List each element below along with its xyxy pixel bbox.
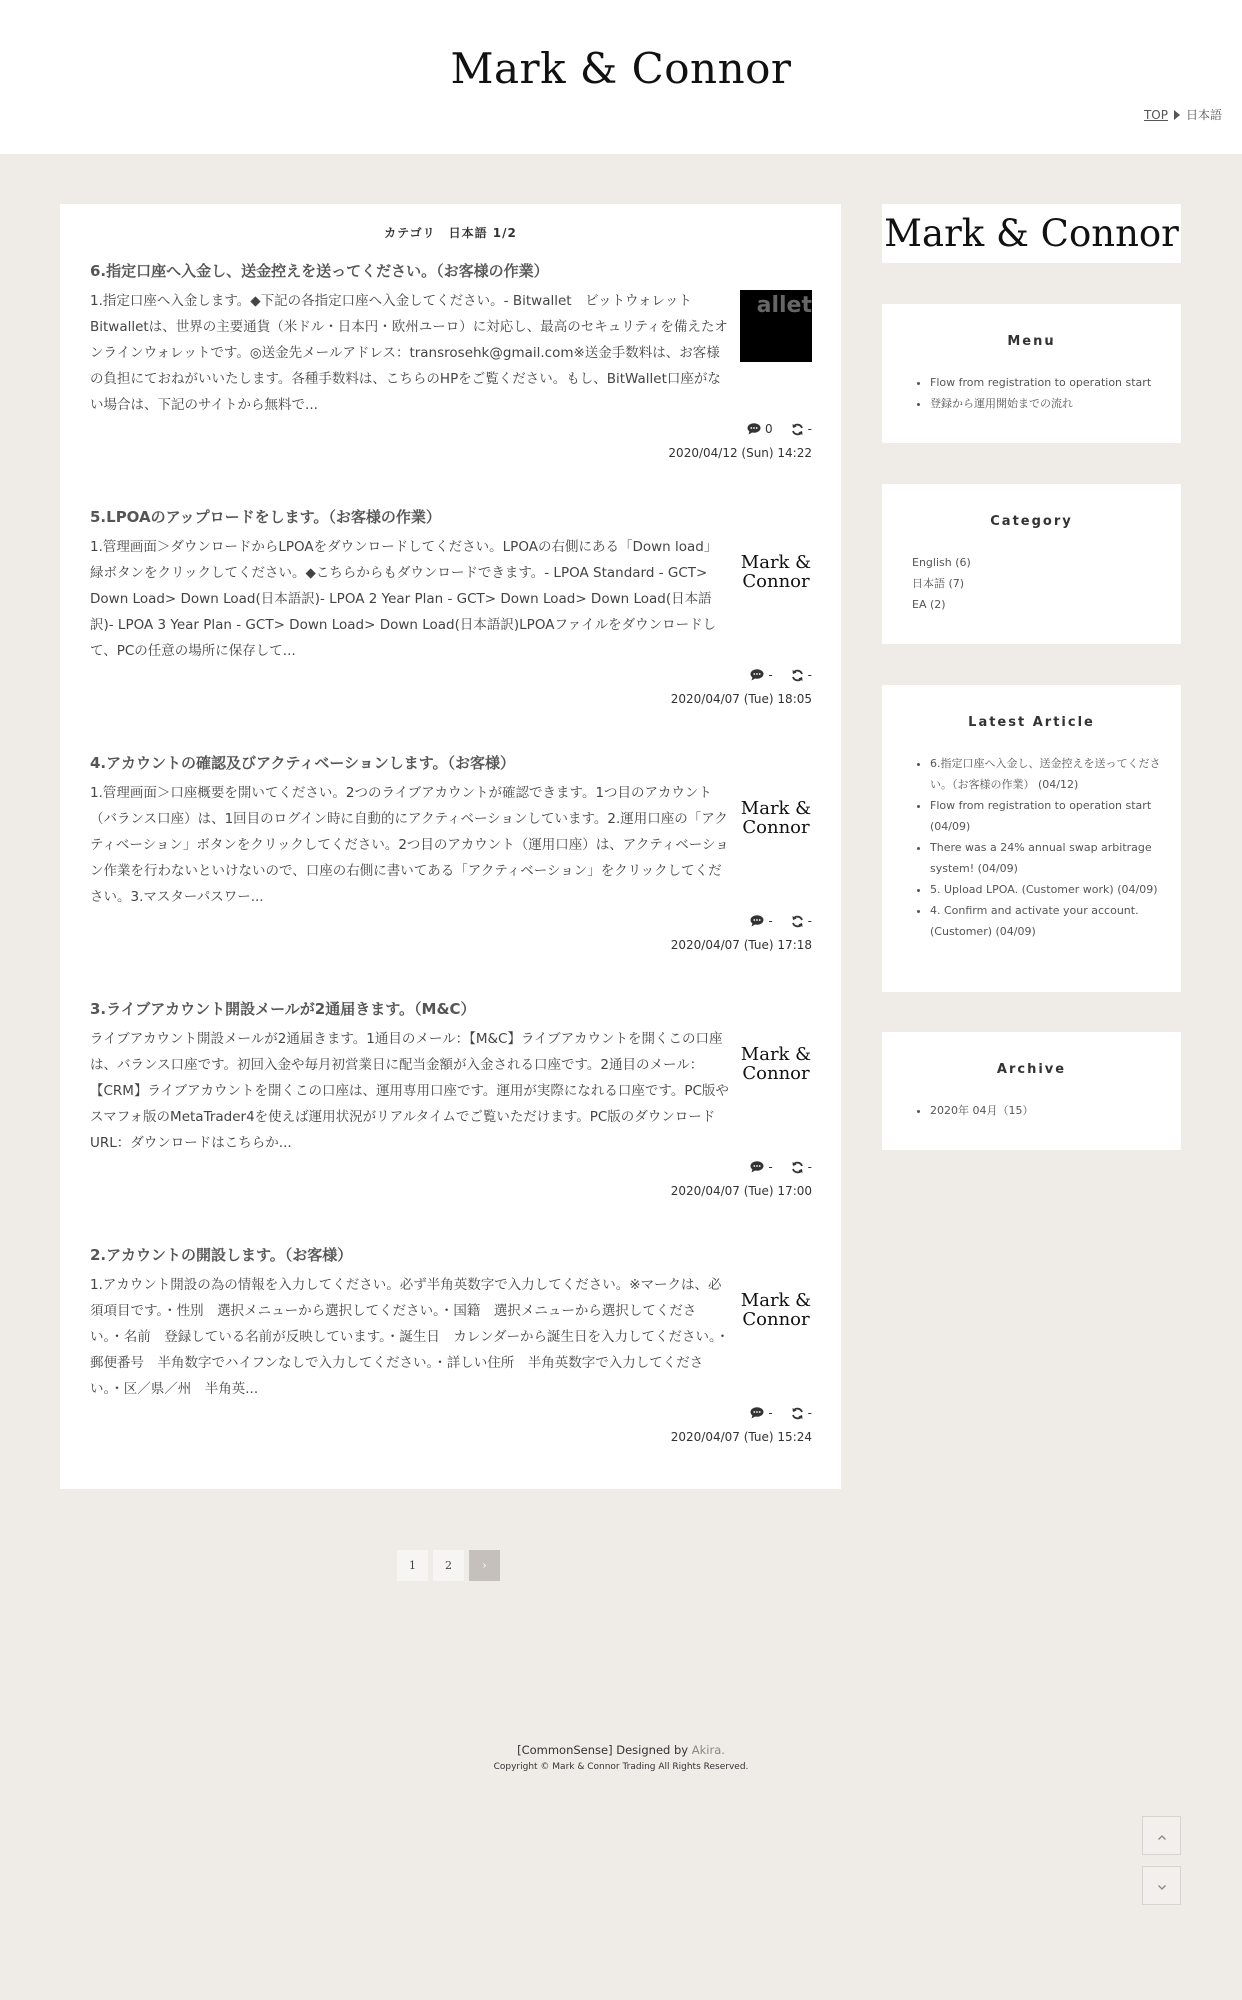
caret-right-icon — [1174, 110, 1180, 120]
trackback-count[interactable]: - — [807, 1160, 812, 1174]
comment-icon[interactable] — [747, 423, 761, 435]
article-item — [90, 998, 812, 1228]
site-title[interactable]: Mark & Connor — [450, 44, 792, 93]
category-widget — [882, 484, 1181, 644]
menu-item[interactable]: • Flow from registration to operation start — [930, 372, 1162, 393]
widget-title: Archive — [996, 1062, 1067, 1077]
article-date: 2020/04/07 (Tue) 18:05 — [670, 692, 812, 706]
breadcrumb-current: 日本語 — [1185, 108, 1222, 122]
sidebar-logo[interactable]: Mark & Connor — [882, 204, 1181, 263]
article-thumbnail[interactable] — [740, 1274, 812, 1346]
article-thumbnail[interactable] — [740, 536, 812, 608]
comment-count[interactable]: - — [768, 1160, 773, 1174]
page-2-button[interactable]: 2 — [433, 1550, 464, 1581]
trackback-count[interactable]: - — [807, 422, 812, 436]
trackback-count[interactable]: - — [807, 1406, 812, 1420]
article-title[interactable]: 3.ライブアカウント開設メールが2通届きます。（M&C） — [90, 1000, 476, 1018]
article-excerpt: 1.管理画面＞口座概要を開いてください。2つのライブアカウントが確認できます。1つ目のアカウント（バランス口座）は、1回目のログイン時に自動的にアクティベーションしています。2.運用口座の「アクティベーション」ボタンをクリックしてください。2つ目のアカウント（運用口座）は、アクティベーション作業を行わないといけないので、口座の右側に書いてある「アクティベーション」をクリックしてください。3.マスターパスワー... — [90, 785, 729, 905]
archive-widget — [882, 1032, 1181, 1150]
article-date: 2020/04/07 (Tue) 17:00 — [670, 1184, 812, 1198]
latest-article-item[interactable]: • 4. Confirm and activate your account. (Customer) (04/09) — [930, 900, 1162, 942]
refresh-icon[interactable] — [791, 915, 804, 928]
article-meta — [747, 422, 812, 436]
comment-icon[interactable] — [750, 1161, 764, 1173]
site-header — [0, 0, 1242, 154]
article-thumbnail[interactable] — [740, 782, 812, 854]
article-meta — [750, 668, 812, 682]
comment-icon[interactable] — [750, 1407, 764, 1419]
article-date: 2020/04/12 (Sun) 14:22 — [668, 446, 812, 460]
article-thumbnail[interactable] — [740, 290, 812, 362]
comment-count[interactable]: - — [768, 1406, 773, 1420]
widget-title: Category — [990, 514, 1073, 529]
article-meta — [750, 1160, 812, 1174]
article-title[interactable]: 4.アカウントの確認及びアクティベーションします。（お客様） — [90, 754, 516, 772]
refresh-icon[interactable] — [791, 1161, 804, 1174]
footer-designer-link[interactable]: Akira. — [691, 1743, 725, 1757]
comment-count[interactable]: 0 — [765, 422, 773, 436]
refresh-icon[interactable] — [791, 1407, 804, 1420]
widget-title: Latest Article — [968, 715, 1095, 730]
category-item[interactable]: EA (2) — [912, 598, 946, 611]
article-title[interactable]: 2.アカウントの開設します。（お客様） — [90, 1246, 353, 1264]
article-date: 2020/04/07 (Tue) 17:18 — [670, 938, 812, 952]
thumbnail-text: Mark & Connor — [740, 552, 812, 592]
article-list — [60, 204, 841, 1489]
menu-widget — [882, 304, 1181, 443]
comment-icon[interactable] — [750, 669, 764, 681]
thumbnail-text: Mark & Connor — [740, 798, 812, 838]
trackback-count[interactable]: - — [807, 914, 812, 928]
article-excerpt: ライブアカウント開設メールが2通届きます。1通目のメール：【M&C】ライブアカウントを開くこの口座は、バランス口座です。初回入金や毎月初営業日に配当金額が入金される口座です。2通目のメール：【CRM】ライブアカウントを開くこの口座は、運用専用口座です。運用が実際になれる口座です。PC版やスマフォ版のMetaTrader4を使えば運用状況がリアルタイムでご覧いただけます。PC版のダウンロードURL：ダウンロードはこちらか... — [90, 1031, 729, 1151]
scroll-bottom-button[interactable] — [1142, 1866, 1181, 1905]
breadcrumb — [1144, 106, 1222, 123]
refresh-icon[interactable] — [791, 669, 804, 682]
footer-credit — [0, 1743, 1242, 1757]
category-item[interactable]: English (6) — [912, 556, 971, 569]
category-heading: カテゴリ 日本語 1/2 — [384, 226, 517, 240]
scroll-top-button[interactable] — [1142, 1816, 1181, 1855]
article-thumbnail[interactable] — [740, 1028, 812, 1100]
article-date: 2020/04/07 (Tue) 15:24 — [670, 1430, 812, 1444]
latest-article-item[interactable]: • There was a 24% annual swap arbitrage system! (04/09) — [930, 837, 1162, 879]
archive-item[interactable]: • 2020年 04月（15） — [930, 1100, 1162, 1121]
breadcrumb-top-link[interactable]: TOP — [1143, 107, 1168, 122]
widget-title: Menu — [1007, 334, 1056, 349]
thumbnail-text: Mark & Connor — [740, 1290, 812, 1330]
article-item — [90, 1244, 812, 1474]
article-excerpt: 1.指定口座へ入金します。◆下記の各指定口座へ入金してください。- Bitwallet ビットウォレットBitwalletは、世界の主要通貨（米ドル・日本円・欧州ユーロ）に対応し、最高のセキュリティを備えたオンラインウォレットです。◎送金先メールアドレス：transrosehk@gmail.com※送金手数料は、お客様の負担にておねがいいたします。各種手数料は、こちらのHPをご覧ください。もし、BitWallet口座がない場合は、下記のサイトから無料で... — [90, 293, 728, 413]
chevron-down-icon — [1157, 1876, 1167, 1895]
pagination — [397, 1550, 500, 1581]
article-meta — [750, 914, 812, 928]
refresh-icon[interactable] — [791, 423, 804, 436]
latest-article-item[interactable]: • 5. Upload LPOA. (Customer work) (04/09) — [930, 879, 1162, 900]
chevron-up-icon — [1157, 1826, 1167, 1845]
latest-article-widget — [882, 685, 1181, 992]
article-excerpt: 1.管理画面＞ダウンロードからLPOAをダウンロードしてください。LPOAの右側にある「Down load」緑ボタンをクリックしてください。◆こちらからもダウンロードできます。- LPOA Standard - GCT> Down Load> Down Load(日本語訳)- LPOA 2 Year Plan - GCT> Down Load> Down Load(日本語訳)- LPOA 3 Year Plan - GCT> Down Load> Down Load(日本語訳)LPOAファイルをダウンロードして、PCの任意の場所に保存して... — [90, 539, 718, 659]
article-title[interactable]: 5.LPOAのアップロードをします。（お客様の作業） — [90, 508, 441, 526]
thumbnail-text: allet — [756, 293, 812, 318]
comment-icon[interactable] — [750, 915, 764, 927]
article-item — [90, 752, 812, 982]
article-item — [90, 260, 812, 490]
comment-count[interactable]: - — [768, 914, 773, 928]
trackback-count[interactable]: - — [807, 668, 812, 682]
page-1-button[interactable]: 1 — [397, 1550, 428, 1581]
latest-article-item[interactable]: • 6.指定口座へ入金し、送金控えを送ってください。（お客様の作業） (04/12) — [930, 753, 1162, 795]
article-item — [90, 506, 812, 736]
article-excerpt: 1.アカウント開設の為の情報を入力してください。必ず半角英数字で入力してください。※マークは、必須項目です。・性別 選択メニューから選択してください。・国籍 選択メニューから選択してください。・名前 登録している名前が反映しています。・誕生日 カレンダーから誕生日を入力してください。・郵便番号 半角数字でハイフンなしで入力してください。・詳しい住所 半角英数字で入力してください。・区／県／州 半角英... — [90, 1277, 730, 1397]
next-page-button[interactable]: › — [469, 1550, 500, 1581]
thumbnail-text: Mark & Connor — [740, 1044, 812, 1084]
article-title[interactable]: 6.指定口座へ入金し、送金控えを送ってください。（お客様の作業） — [90, 262, 549, 280]
article-meta — [750, 1406, 812, 1420]
menu-item[interactable]: • 登録から運用開始までの流れ — [930, 393, 1162, 414]
category-item[interactable]: 日本語 (7) — [912, 577, 965, 590]
footer-designed-by: [CommonSense] Designed by — [517, 1743, 692, 1757]
comment-count[interactable]: - — [768, 668, 773, 682]
latest-article-item[interactable]: • Flow from registration to operation start (04/09) — [930, 795, 1162, 837]
footer-copyright: Copyright © Mark & Connor Trading All Rights Reserved. — [493, 1762, 749, 1772]
